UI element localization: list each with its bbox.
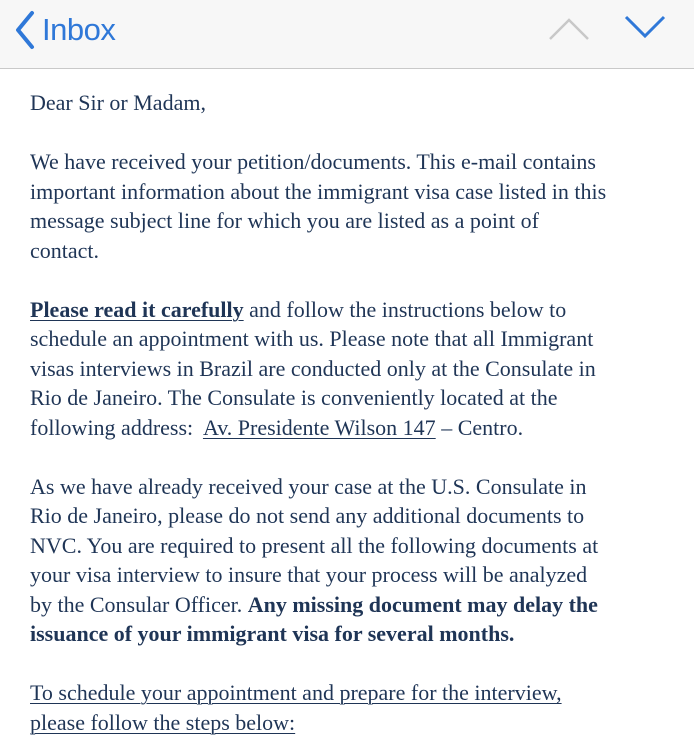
- steps-heading-line: please follow the steps below:: [30, 709, 296, 735]
- text-line: visas interviews in Brazil are conducted only at the Consulate in: [30, 355, 596, 381]
- email-body: [30, 88, 680, 737]
- text-line: message subject line for which you are listed as a point of: [30, 208, 539, 233]
- address-link[interactable]: Av. Presidente Wilson 147: [202, 414, 436, 440]
- text-line: Rio de Janeiro. The Consulate is conveniently located at the: [30, 385, 558, 410]
- text-line: important information about the immigrant visa case listed in this: [30, 178, 607, 204]
- text-span: – Centro.: [435, 414, 524, 440]
- paragraph-instructions: [30, 295, 680, 443]
- text-line: We have received your petition/documents. This e-mail contains: [30, 149, 596, 174]
- chevron-down-icon: [624, 14, 666, 40]
- text-line: [30, 295, 680, 325]
- text-span: following address:: [30, 414, 203, 440]
- text-line: [30, 413, 680, 443]
- text-span: by the Consular Officer.: [30, 591, 248, 617]
- read-carefully-emphasis: Please read it carefully: [30, 296, 244, 322]
- text-span: and follow the instructions below to: [243, 296, 567, 322]
- steps-heading-line: To schedule your appointment and prepare for the interview,: [30, 680, 562, 705]
- text-line: NVC. You are required to present all the following documents at: [30, 532, 599, 558]
- text-line: your visa interview to insure that your process will be analyzed: [30, 562, 588, 587]
- text-line: contact.: [30, 237, 100, 263]
- text-line: As we have already received your case at the U.S. Consulate in: [30, 473, 587, 499]
- back-label: Inbox: [42, 12, 116, 47]
- back-to-inbox-button[interactable]: [14, 10, 115, 50]
- chevron-left-icon: [14, 10, 36, 50]
- warning-text: Any missing document may delay the: [247, 591, 598, 617]
- next-message-button[interactable]: [624, 14, 666, 45]
- previous-message-button[interactable]: [548, 16, 590, 47]
- text-line: schedule an appointment with us. Please note that all Immigrant: [30, 326, 594, 351]
- navigation-bar: [0, 0, 694, 69]
- text-line: Rio de Janeiro, please do not send any additional documents to: [30, 503, 585, 528]
- paragraph-documents: [30, 472, 680, 649]
- chevron-up-icon: [548, 16, 590, 42]
- paragraph-steps-heading: [30, 678, 680, 737]
- warning-text: issuance of your immigrant visa for several months.: [30, 621, 515, 646]
- text-line: [30, 590, 680, 620]
- greeting: Dear Sir or Madam,: [30, 90, 206, 115]
- paragraph-received: [30, 147, 680, 265]
